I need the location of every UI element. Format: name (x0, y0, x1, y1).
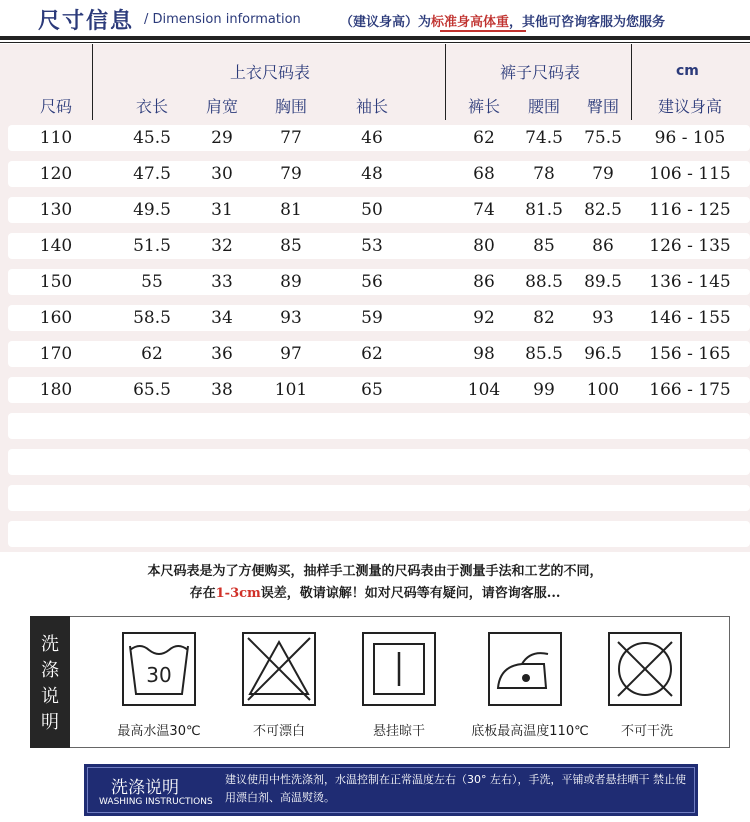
table-cell: 45.5 (133, 128, 171, 148)
column-header: 腰围 (527, 97, 560, 116)
table-cell: 126 - 135 (649, 236, 731, 256)
table-cell: 53 (361, 236, 383, 256)
empty-row (8, 521, 750, 547)
table-cell: 93 (592, 308, 614, 328)
table-cell: 36 (211, 344, 233, 364)
page-title: 尺寸信息 (38, 8, 135, 34)
disclaimer-line-1: 本尺码表是为了方便购买，抽样手工测量的尺码表由于测量手法和工艺的不同， (147, 564, 603, 579)
table-cell: 81 (280, 200, 302, 220)
iron-110-label: 底板最高温度110℃ (471, 724, 589, 739)
column-header: 臀围 (586, 97, 619, 116)
height-note-suffix: ，其他可咨询客服为您服务 (509, 15, 666, 30)
table-cell: 38 (211, 380, 233, 400)
disclaimer-suffix: 误差，敬请谅解！如对尺码等有疑问，请咨询客服... (260, 586, 561, 601)
table-cell: 96 - 105 (654, 128, 726, 148)
page-header (0, 0, 750, 36)
hang-dry-icon (362, 632, 436, 706)
table-cell: 65.5 (133, 380, 171, 400)
unit-label: cm (676, 63, 699, 79)
side-char: 说 (41, 686, 59, 707)
table-cell: 56 (361, 272, 383, 292)
size-table (0, 44, 750, 552)
table-cell: 50 (361, 200, 383, 220)
table-cell: 82.5 (584, 200, 622, 220)
table-cell: 86 (473, 272, 495, 292)
table-cell: 55 (141, 272, 163, 292)
wash-30-icon (122, 632, 196, 706)
table-cell: 101 (274, 380, 308, 400)
table-cell: 48 (361, 164, 383, 184)
table-cell: 89.5 (584, 272, 622, 292)
table-cell: 110 (39, 128, 73, 148)
side-char: 洗 (41, 634, 59, 655)
table-cell: 104 (467, 380, 501, 400)
empty-row (8, 485, 750, 511)
table-cell: 150 (39, 272, 73, 292)
table-cell: 32 (211, 236, 233, 256)
table-cell: 75.5 (584, 128, 622, 148)
table-cell: 78 (533, 164, 555, 184)
table-cell: 106 - 115 (649, 164, 731, 184)
table-cell: 99 (533, 380, 555, 400)
height-note (340, 11, 665, 30)
table-cell: 58.5 (133, 308, 171, 328)
table-cell: 30 (211, 164, 233, 184)
table-cell: 92 (473, 308, 495, 328)
table-cell: 80 (473, 236, 495, 256)
table-cell: 59 (361, 308, 383, 328)
table-cell: 47.5 (133, 164, 171, 184)
table-cell: 62 (361, 344, 383, 364)
table-cell: 85 (533, 236, 555, 256)
table-cell: 85 (280, 236, 302, 256)
table-cell: 29 (211, 128, 233, 148)
table-cell: 166 - 175 (649, 380, 731, 400)
height-note-highlight: 标准身高体重 (431, 15, 510, 30)
column-header: 胸围 (274, 97, 307, 116)
table-cell: 98 (473, 344, 495, 364)
table-cell: 74.5 (525, 128, 563, 148)
column-header: 衣长 (135, 97, 168, 116)
highlight-underline (440, 30, 526, 32)
table-cell: 62 (141, 344, 163, 364)
table-cell: 180 (39, 380, 73, 400)
disclaimer-tolerance: 1-3cm (215, 586, 261, 601)
column-header: 尺码 (39, 97, 72, 116)
table-cell: 31 (211, 200, 233, 220)
disclaimer-prefix: 存在 (189, 586, 216, 601)
height-note-prefix: （建议身高）为 (340, 15, 432, 30)
no-bleach-icon (242, 632, 316, 706)
table-cell: 116 - 125 (649, 200, 731, 220)
table-cell: 74 (473, 200, 495, 220)
table-cell: 130 (39, 200, 73, 220)
washing-side-label (30, 616, 70, 748)
table-cell: 79 (592, 164, 614, 184)
group-label-top: 上衣尺码表 (229, 63, 310, 82)
hang-dry-label: 悬挂晾干 (372, 724, 425, 739)
iron-110-icon (488, 632, 562, 706)
table-cell: 51.5 (133, 236, 171, 256)
table-cell: 136 - 145 (649, 272, 731, 292)
table-cell: 68 (473, 164, 495, 184)
table-cell: 65 (361, 380, 383, 400)
column-header: 肩宽 (205, 97, 238, 116)
table-cell: 89 (280, 272, 302, 292)
table-cell: 160 (39, 308, 73, 328)
side-char: 明 (41, 712, 59, 733)
banner-text: 建议使用中性洗涤剂，水温控制在正常温度左右（30° 左右），手洗，平铺或者悬挂晒干 禁止使用漂白剂、高温熨烫。 (225, 773, 686, 804)
table-cell: 100 (586, 380, 620, 400)
wash-temp-value: 30 (146, 663, 172, 687)
table-cell: 82 (533, 308, 555, 328)
page-subtitle-en: / Dimension information (144, 12, 301, 27)
table-cell: 96.5 (584, 344, 622, 364)
no-dry-clean-label: 不可干洗 (620, 724, 673, 739)
column-header: 裤长 (467, 97, 500, 116)
table-cell: 34 (211, 308, 233, 328)
washing-instructions-banner (84, 764, 698, 816)
wash-30-label: 最高水温30℃ (117, 724, 201, 739)
table-cell: 79 (280, 164, 302, 184)
disclaimer-line-2 (0, 582, 750, 601)
empty-row (8, 413, 750, 439)
table-cell: 33 (211, 272, 233, 292)
table-cell: 77 (280, 128, 302, 148)
table-cell: 85.5 (525, 344, 563, 364)
table-divider (445, 44, 446, 120)
table-cell: 120 (39, 164, 73, 184)
side-char: 涤 (41, 660, 59, 681)
table-cell: 156 - 165 (649, 344, 731, 364)
table-cell: 93 (280, 308, 302, 328)
table-cell: 81.5 (525, 200, 563, 220)
table-cell: 49.5 (133, 200, 171, 220)
table-divider (92, 44, 93, 120)
group-label-pants: 裤子尺码表 (499, 63, 580, 82)
banner-subtitle: WASHING INSTRUCTIONS (99, 797, 213, 807)
table-cell: 97 (280, 344, 302, 364)
header-rule-thin (0, 42, 750, 43)
no-dry-clean-icon (608, 632, 682, 706)
table-cell: 62 (473, 128, 495, 148)
table-cell: 140 (39, 236, 73, 256)
table-cell: 170 (39, 344, 73, 364)
table-cell: 86 (592, 236, 614, 256)
table-cell: 88.5 (525, 272, 563, 292)
table-cell: 46 (361, 128, 383, 148)
header-rule-thick (0, 36, 750, 40)
column-header: 建议身高 (657, 97, 722, 116)
table-cell: 146 - 155 (649, 308, 731, 328)
banner-title: 洗涤说明 (111, 778, 179, 798)
no-bleach-label: 不可漂白 (252, 724, 305, 739)
empty-row (8, 449, 750, 475)
column-header: 袖长 (355, 97, 388, 116)
